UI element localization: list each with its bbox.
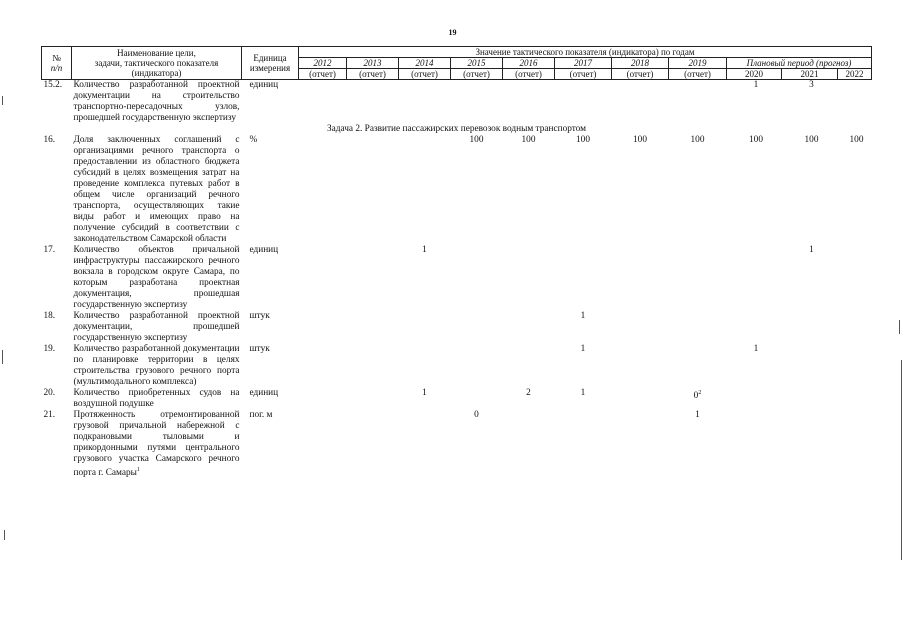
indicator-value (669, 311, 727, 344)
indicator-name-text: Количество разработанной проектной документации на строительство транспортно-пересадочных узлов, прошедшей государственную экспертизу (73, 80, 240, 123)
indicator-value-text: 1 (695, 410, 700, 420)
indicator-value (669, 388, 727, 410)
header-year-2013: 2013 (347, 58, 399, 69)
header-report-label: (отчет) (451, 69, 503, 80)
table-body (42, 80, 872, 480)
indicator-value (612, 80, 669, 125)
indicator-value (299, 311, 347, 344)
indicator-value (782, 311, 838, 344)
indicator-value (727, 135, 782, 245)
indicator-value (347, 311, 399, 344)
header-report-label: (отчет) (555, 69, 612, 80)
header-report-label: (отчет) (347, 69, 399, 80)
indicator-value (782, 80, 838, 125)
indicator-value (555, 410, 612, 479)
indicator-value (451, 410, 503, 479)
indicator-value (503, 135, 555, 245)
task-heading: Задача 2. Развитие пассажирских перевозок водным транспортом (326, 124, 587, 134)
indicator-value (782, 388, 838, 410)
indicator-value-text: 100 (521, 135, 536, 145)
footnote-mark: 2 (698, 390, 702, 396)
table-row (42, 245, 872, 311)
indicator-value (399, 245, 451, 311)
unit: единиц (249, 80, 279, 90)
row-number: 15.2. (43, 80, 63, 90)
page-number: 19 (448, 28, 457, 37)
indicator-value (727, 388, 782, 410)
indicator-value (612, 344, 669, 388)
indicator-name-text: Доля заключенных соглашений с организациями речного транспорта о предоставлении из областного бюджета субсидий в целях возмещения затрат на проведение комплекса путевых работ в общем числе организаций речного транспорта, осуществляющих такие виды работ и имеющих право на получение субсидий в соответствии с законодательством Самарской области (73, 135, 240, 244)
row-number: 17. (43, 245, 56, 255)
indicator-value (782, 245, 838, 311)
indicator-value (299, 135, 347, 245)
header-report-label: (отчет) (669, 69, 727, 80)
scan-edge-mark (2, 96, 3, 105)
unit: % (249, 135, 258, 145)
indicator-value (612, 245, 669, 311)
unit: единиц (249, 245, 279, 255)
indicator-name (72, 311, 242, 344)
indicator-value (451, 135, 503, 245)
indicator-value (612, 388, 669, 410)
header-report-label: (отчет) (399, 69, 451, 80)
indicator-value (727, 80, 782, 125)
indicator-value-text: 1 (753, 80, 759, 90)
indicator-value (727, 311, 782, 344)
header-year-2020: 2020 (727, 69, 782, 80)
scan-edge-mark (4, 530, 5, 540)
indicator-value (451, 344, 503, 388)
indicator-value (727, 344, 782, 388)
indicator-value (347, 344, 399, 388)
indicator-value (347, 135, 399, 245)
table-row (42, 344, 872, 388)
row-number: 16. (43, 135, 56, 145)
header-col-name-line: задачи, тактического показателя (94, 58, 219, 68)
indicator-name-text: Количество разработанной документации по планировке территории в целях строительства грузового речного порта (мультимодального комплекса) (73, 344, 240, 387)
indicator-value (347, 245, 399, 311)
header-year-2019: 2019 (669, 58, 727, 69)
table-header (42, 47, 872, 80)
header-year-2018: 2018 (612, 58, 669, 69)
indicator-value (612, 311, 669, 344)
indicator-value (503, 388, 555, 410)
indicator-value (838, 388, 872, 410)
header-col-name-line: Наименование цели, (117, 48, 196, 58)
indicator-value (555, 311, 612, 344)
indicator-name (72, 344, 242, 388)
header-year-2015: 2015 (451, 58, 503, 69)
indicator-value (669, 80, 727, 125)
unit: пог. м (249, 410, 273, 420)
indicator-value (669, 410, 727, 479)
row-number: 19. (43, 344, 56, 354)
indicator-value-text: 1 (580, 388, 586, 398)
indicator-name-text: Количество приобретенных судов на воздушной подушке (73, 388, 240, 409)
indicator-value (669, 135, 727, 245)
indicator-name (72, 135, 242, 245)
indicator-value (727, 410, 782, 479)
header-col-name-line: (индикатора) (131, 68, 182, 78)
header-col-num (42, 47, 72, 80)
indicator-value (782, 135, 838, 245)
indicator-name-text: Количество объектов причальной инфраструктуры пассажирского речного вокзала в городском округе Самара, по которым разработана проектная документация, прошедшая государственную экспертизу (73, 245, 240, 310)
table-row (42, 311, 872, 344)
scan-edge-mark (2, 350, 3, 364)
row-number: 20. (43, 388, 56, 398)
indicator-value-text: 1 (809, 245, 814, 255)
indicator-value-text: 1 (753, 344, 759, 354)
indicator-value (503, 80, 555, 125)
indicator-value (503, 344, 555, 388)
indicator-value-text: 100 (469, 135, 484, 145)
table-row (42, 410, 872, 479)
indicator-value (782, 410, 838, 479)
indicator-value (838, 344, 872, 388)
header-year-2017: 2017 (555, 58, 612, 69)
indicator-name (72, 80, 242, 125)
indicator-value (838, 80, 872, 125)
scan-edge-mark (901, 360, 902, 560)
header-year-2014: 2014 (399, 58, 451, 69)
indicator-value (399, 344, 451, 388)
indicator-table-wrap (41, 46, 871, 479)
footnote-mark: 1 (136, 467, 140, 473)
indicator-value (555, 388, 612, 410)
indicator-value (299, 80, 347, 125)
row-number: 18. (43, 311, 56, 321)
header-values-title: Значение тактического показателя (индикатора) по годам (299, 47, 872, 58)
header-report-label: (отчет) (612, 69, 669, 80)
indicator-value-text: 100 (633, 135, 647, 145)
indicator-value (399, 311, 451, 344)
indicator-value (555, 135, 612, 245)
header-col-unit-line: Единица (253, 53, 287, 63)
table-row (42, 80, 872, 125)
table-row (42, 135, 872, 245)
indicator-value (399, 410, 451, 479)
indicator-value-text: 100 (849, 135, 864, 145)
indicator-value (669, 344, 727, 388)
indicator-value-text: 100 (804, 135, 819, 145)
indicator-name-text: Количество разработанной проектной документации, прошедшей государственную экспертизу (73, 311, 240, 343)
header-col-name (72, 47, 242, 80)
indicator-value-text: 100 (576, 135, 590, 145)
indicator-value (555, 80, 612, 125)
indicator-value (451, 80, 503, 125)
indicator-value (399, 135, 451, 245)
indicator-name-text: Протяженность отремонтированной грузовой причальной набережной с подкрановыми тыловыми и прикордонными путями центрального грузового участка Самарского речного порта г. Самары (73, 410, 240, 479)
indicator-value (669, 245, 727, 311)
indicator-value (347, 410, 399, 479)
indicator-value (612, 410, 669, 479)
indicator-value-text: 2 (526, 388, 531, 398)
header-year-2022: 2022 (838, 69, 872, 80)
header-plan-title: Плановый период (прогноз) (727, 58, 872, 69)
indicator-value (299, 388, 347, 410)
header-col-num-line: п/п (50, 63, 63, 73)
indicator-value (347, 80, 399, 125)
indicator-value (838, 245, 872, 311)
indicator-value (503, 311, 555, 344)
indicator-value (451, 388, 503, 410)
indicator-value-text: 1 (580, 344, 586, 354)
indicator-value (782, 344, 838, 388)
unit: штук (249, 344, 270, 354)
indicator-value (838, 410, 872, 479)
indicator-value-text: 0 (474, 410, 479, 420)
indicator-value (612, 135, 669, 245)
header-year-2012: 2012 (299, 58, 347, 69)
row-number: 21. (43, 410, 56, 420)
indicator-name (72, 388, 242, 410)
header-year-2021: 2021 (782, 69, 838, 80)
header-col-unit-line: измерения (249, 63, 291, 73)
header-col-unit (242, 47, 299, 80)
indicator-value (503, 410, 555, 479)
indicator-value-text: 3 (809, 80, 814, 90)
indicator-value (503, 245, 555, 311)
indicator-value (555, 344, 612, 388)
task-heading-row (42, 124, 872, 135)
indicator-value-text: 0 (693, 391, 699, 402)
header-report-label: (отчет) (503, 69, 555, 80)
indicator-value (838, 135, 872, 245)
indicator-value (727, 245, 782, 311)
indicator-value (299, 245, 347, 311)
indicator-value (299, 344, 347, 388)
indicator-value (838, 311, 872, 344)
indicator-value-text: 1 (422, 388, 427, 398)
header-report-label: (отчет) (299, 69, 347, 80)
indicator-value (555, 245, 612, 311)
unit: единиц (249, 388, 279, 398)
header-col-num-line: № (52, 53, 61, 63)
scan-edge-mark (899, 320, 900, 334)
indicator-value-text: 1 (422, 245, 427, 255)
header-year-2016: 2016 (503, 58, 555, 69)
indicator-name (72, 410, 242, 479)
indicator-value (451, 245, 503, 311)
indicator-value (399, 388, 451, 410)
indicator-table (41, 46, 872, 479)
indicator-name (72, 245, 242, 311)
indicator-value-text: 100 (690, 135, 705, 145)
unit: штук (249, 311, 270, 321)
table-row (42, 388, 872, 410)
indicator-value-text: 1 (580, 311, 586, 321)
indicator-value (399, 80, 451, 125)
indicator-value (451, 311, 503, 344)
indicator-value (347, 388, 399, 410)
indicator-value (299, 410, 347, 479)
indicator-value-text: 100 (749, 135, 763, 145)
